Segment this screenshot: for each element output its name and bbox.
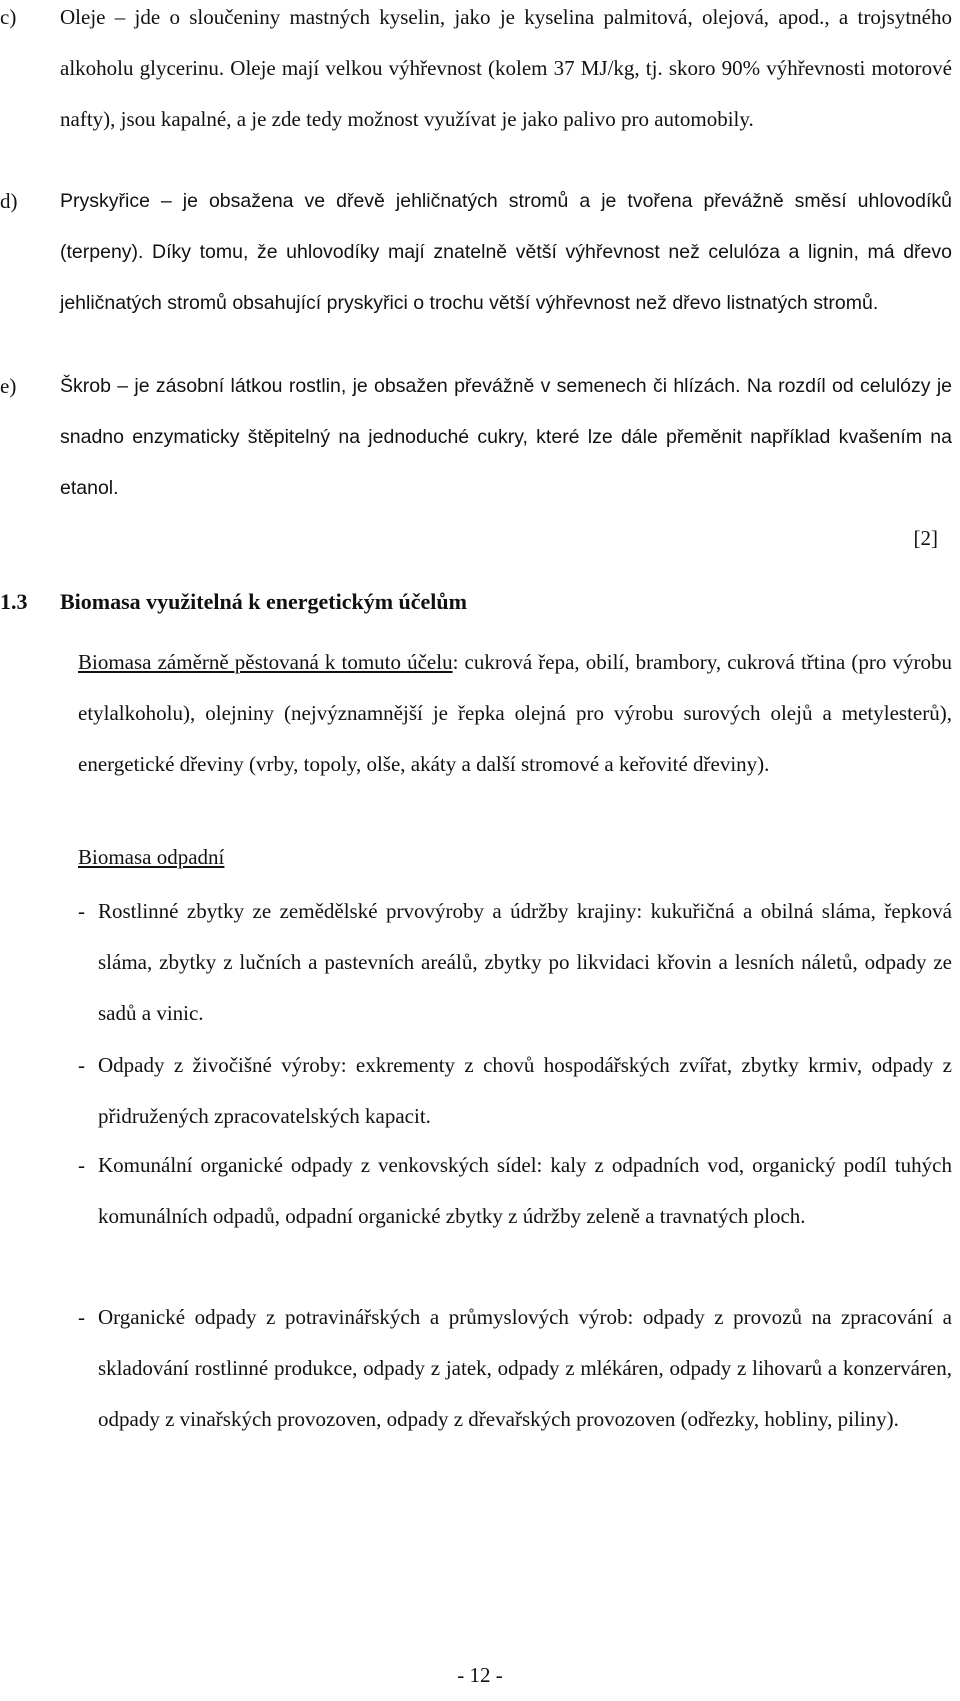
dash-marker: - bbox=[78, 1153, 85, 1177]
citation-reference: [2] bbox=[913, 526, 938, 550]
waste-biomass-heading-text: Biomasa odpadní bbox=[78, 845, 225, 869]
section-title: Biomasa využitelná k energetickým účelům bbox=[60, 589, 467, 614]
list-item-text: Pryskyřice – je obsažena ve dřevě jehličnatých stromů a je tvořena převážně směsí uhlovodíků (terpeny). Díky tomu, že uhlovodíky mají znatelně větší výhřevnost než celulóza a lignin, má dřevo jehličnatých stromů obsahující pryskyřici o trochu větší výhřevnost než dřevo listnatých stromů. bbox=[60, 190, 952, 314]
intentional-biomass-text: : cukrová řepa, obilí, brambory, cukrová třtina (pro výrobu etylalkoholu), olejniny (nejvýznamnější je řepka olejná pro výrobu surových olejů a metylesterů), energetické dřeviny (vrby, topoly, olše, akáty a další stromové a keřovité dřeviny). bbox=[78, 650, 952, 776]
page-number: - 12 - bbox=[457, 1663, 503, 1687]
waste-list-item-text: Komunální organické odpady z venkovských sídel: kaly z odpadních vod, organický podíl tuhých komunálních odpadů, odpadní organické zbytky z údržby zeleně a travnatých ploch. bbox=[98, 1153, 952, 1228]
intentional-biomass-paragraph bbox=[78, 637, 952, 790]
waste-biomass-heading bbox=[78, 832, 952, 883]
list-item-text: Oleje – jde o sloučeniny mastných kyselin, jako je kyselina palmitová, olejová, apod., a trojsytného alkoholu glycerinu. Oleje mají velkou výhřevnost (kolem 37 MJ/kg, tj. skoro 90% výhřevnosti motorové nafty), jsou kapalné, a je zde tedy možnost využívat je jako palivo pro automobily. bbox=[60, 5, 952, 131]
dash-marker: - bbox=[78, 899, 85, 923]
list-marker: d) bbox=[0, 189, 18, 213]
dash-marker: - bbox=[78, 1053, 85, 1077]
list-item-text: Škrob – je zásobní látkou rostlin, je obsažen převážně v semenech či hlízách. Na rozdíl od celulózy je snadno enzymaticky štěpitelný na jednoduché cukry, které lze dále přeměnit například kvašením na etanol. bbox=[60, 375, 952, 499]
list-marker: e) bbox=[0, 374, 17, 398]
list-marker: c) bbox=[0, 5, 17, 29]
waste-list-item-text: Rostlinné zbytky ze zemědělské prvovýroby a údržby krajiny: kukuřičná a obilná sláma, řepková sláma, zbytky z lučních a pastevních areálů, zbytky po likvidaci křovin a lesních náletů, odpady ze sadů a vinic. bbox=[98, 899, 952, 1025]
section-heading bbox=[0, 585, 467, 619]
waste-list-item-text: Odpady z živočišné výroby: exkrementy z chovů hospodářských zvířat, zbytky krmiv, odpady z přidružených zpracovatelských kapacit. bbox=[98, 1053, 952, 1128]
intentional-biomass-label: Biomasa záměrně pěstovaná k tomuto účelu bbox=[78, 650, 453, 674]
section-number: 1.3 bbox=[0, 589, 28, 614]
waste-list-item-text: Organické odpady z potravinářských a průmyslových výrob: odpady z provozů na zpracování a skladování rostlinné produkce, odpady z jatek, odpady z mlékáren, odpady z lihovarů a konzerváren, odpady z vinařských provozoven, odpady z dřevařských provozoven (odřezky, hobliny, piliny). bbox=[98, 1305, 952, 1431]
dash-marker: - bbox=[78, 1305, 85, 1329]
